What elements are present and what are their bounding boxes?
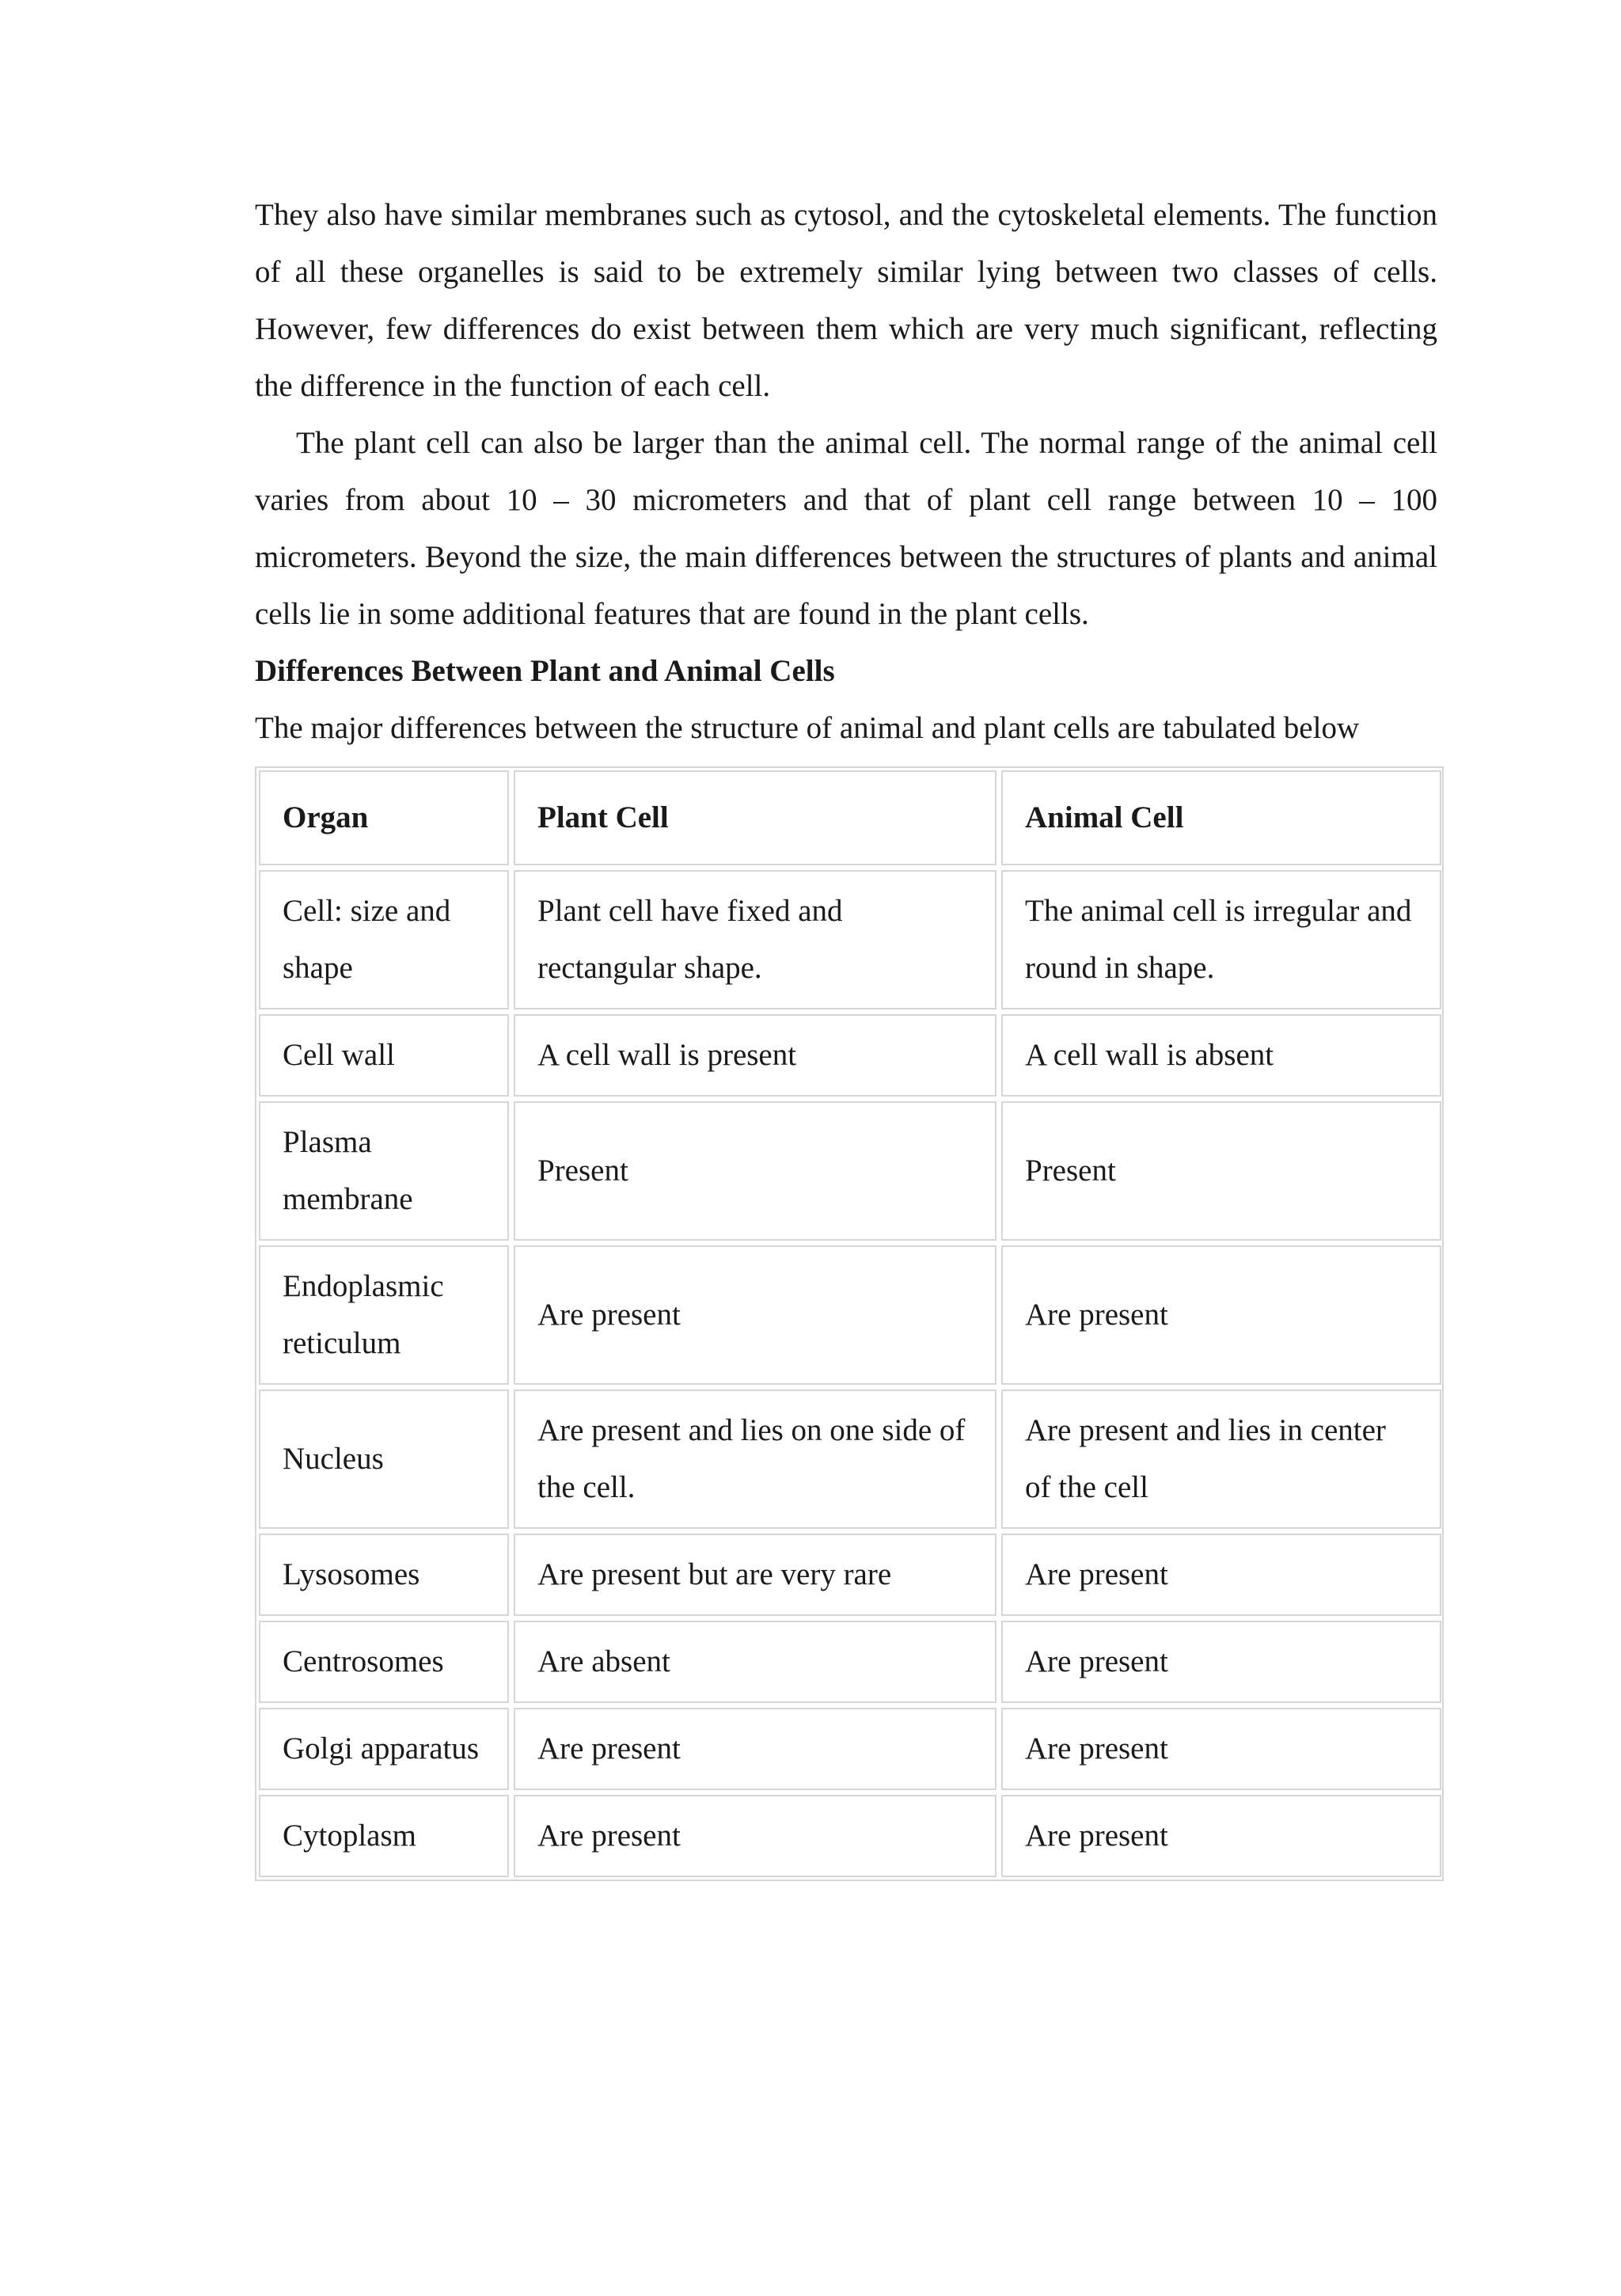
table-row xyxy=(259,1708,1441,1790)
animal-cell-value: A cell wall is absent xyxy=(1001,1014,1441,1097)
animal-cell-value: Are present and lies in center of the cell xyxy=(1001,1389,1441,1529)
plant-cell-value: Are present but are very rare xyxy=(514,1534,997,1616)
document-page xyxy=(255,187,1437,1881)
paragraph-cell-size: The plant cell can also be larger than the animal cell. The normal range of the animal cell varies from about 10 – 30 micrometers and that of plant cell range between 10 – 100 micrometers. Beyond the size, the main differences between the structures of plants and animal cells lie in some additional features that are found in the plant cells. xyxy=(255,426,1437,631)
animal-cell-value: The animal cell is irregular and round in shape. xyxy=(1001,870,1441,1009)
organ-cell: Plasma membrane xyxy=(259,1101,509,1241)
animal-cell-value: Present xyxy=(1001,1101,1441,1241)
animal-cell-value: Are present xyxy=(1001,1245,1441,1385)
plant-cell-value: Present xyxy=(514,1101,997,1241)
plant-cell-value: Are present xyxy=(514,1795,997,1877)
header-organ: Organ xyxy=(259,770,509,865)
plant-cell-value: Are present xyxy=(514,1245,997,1385)
animal-cell-value: Are present xyxy=(1001,1708,1441,1790)
table-row xyxy=(259,1795,1441,1877)
table-intro: The major differences between the structure of animal and plant cells are tabulated below xyxy=(255,711,1360,745)
table-row xyxy=(259,1389,1441,1529)
organ-cell: Cell: size and shape xyxy=(259,870,509,1009)
paragraph-organelles: They also have similar membranes such as cytosol, and the cytoskeletal elements. The function of all these organelles is said to be extremely similar lying between two classes of cells. However, few differences do exist between them which are very much significant, reflecting the difference in the function of each cell. xyxy=(255,198,1437,403)
table-row xyxy=(259,1014,1441,1097)
plant-cell-value: Are absent xyxy=(514,1621,997,1703)
organ-cell: Cytoplasm xyxy=(259,1795,509,1877)
table-header-row xyxy=(259,770,1441,865)
organ-cell: Endoplasmic reticulum xyxy=(259,1245,509,1385)
table-row xyxy=(259,1534,1441,1616)
animal-cell-value: Are present xyxy=(1001,1621,1441,1703)
organ-cell: Cell wall xyxy=(259,1014,509,1097)
comparison-table xyxy=(254,766,1446,1882)
plant-cell-value: Are present xyxy=(514,1708,997,1790)
table-row xyxy=(259,870,1441,1009)
table-row xyxy=(259,1101,1441,1241)
animal-cell-value: Are present xyxy=(1001,1534,1441,1616)
table-row xyxy=(259,1245,1441,1385)
section-heading: Differences Between Plant and Animal Cells xyxy=(255,654,835,688)
organ-cell: Centrosomes xyxy=(259,1621,509,1703)
plant-cell-value: A cell wall is present xyxy=(514,1014,997,1097)
organ-cell: Lysosomes xyxy=(259,1534,509,1616)
organ-cell: Nucleus xyxy=(259,1389,509,1529)
header-animal-cell: Animal Cell xyxy=(1001,770,1441,865)
comparison-table-frame xyxy=(255,766,1444,1881)
animal-cell-value: Are present xyxy=(1001,1795,1441,1877)
table-row xyxy=(259,1621,1441,1703)
plant-cell-value: Plant cell have fixed and rectangular shape. xyxy=(514,870,997,1009)
plant-cell-value: Are present and lies on one side of the cell. xyxy=(514,1389,997,1529)
header-plant-cell: Plant Cell xyxy=(514,770,997,865)
organ-cell: Golgi apparatus xyxy=(259,1708,509,1790)
